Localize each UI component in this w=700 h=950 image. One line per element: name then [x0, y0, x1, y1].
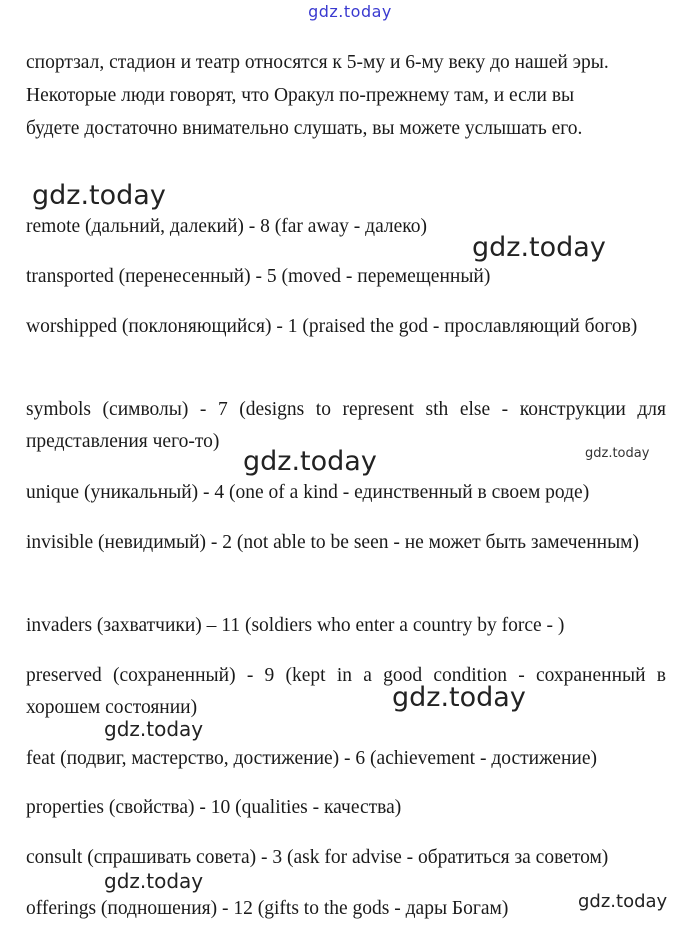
vocab-entry-offerings: offerings (подношения) - 12 (gifts to the gods - дары Богам) — [26, 898, 509, 919]
vocab-entry-worshipped: worshipped (поклоняющийся) - 1 (praised the god - прославляющий богов) — [26, 316, 638, 337]
vocab-entry-invaders: invaders (захватчики) – 11 (soldiers who enter a country by force - ) — [26, 615, 565, 636]
vocab-entry-transported: transported (перенесенный) - 5 (moved - перемещенный) — [26, 266, 491, 287]
watermark: gdz.today — [392, 682, 526, 713]
watermark: gdz.today — [578, 891, 668, 912]
intro-line-3: будете достаточно внимательно слушать, вы можете услышать его. — [26, 118, 583, 139]
vocab-entry-invisible: invisible (невидимый) - 2 (not able to be seen - не может быть замеченным) — [26, 532, 640, 553]
header-watermark: gdz.today — [308, 2, 392, 21]
intro-line-1: спортзал, стадион и театр относятся к 5-му и 6-му веку до нашей эры. — [26, 52, 609, 73]
vocab-entry-properties: properties (свойства) - 10 (qualities - качества) — [26, 797, 402, 818]
watermark: gdz.today — [243, 446, 377, 477]
vocab-entry-feat: feat (подвиг, мастерство, достижение) - 6 (achievement - достижение) — [26, 748, 597, 769]
watermark: gdz.today — [104, 717, 204, 741]
vocab-entry-symbols: symbols (символы) - 7 (designs to represent sth else - конструкции для представления чего-то) — [26, 399, 666, 452]
intro-line-2: Некоторые люди говорят, что Оракул по-прежнему там, и если вы — [26, 85, 575, 106]
watermark: gdz.today — [32, 180, 166, 211]
vocab-entry-remote: remote (дальний, далекий) - 8 (far away - далеко) — [26, 216, 428, 237]
watermark: gdz.today — [472, 232, 606, 263]
vocab-entry-unique: unique (уникальный) - 4 (one of a kind - единственный в своем роде) — [26, 482, 590, 503]
watermark: gdz.today — [104, 869, 204, 893]
vocab-entry-preserved: preserved (сохраненный) - 9 (kept in a good condition - сохраненный в хорошем состоянии) — [26, 665, 666, 718]
watermark: gdz.today — [585, 446, 650, 461]
vocab-entry-consult: consult (спрашивать совета) - 3 (ask for advise - обратиться за советом) — [26, 847, 609, 868]
